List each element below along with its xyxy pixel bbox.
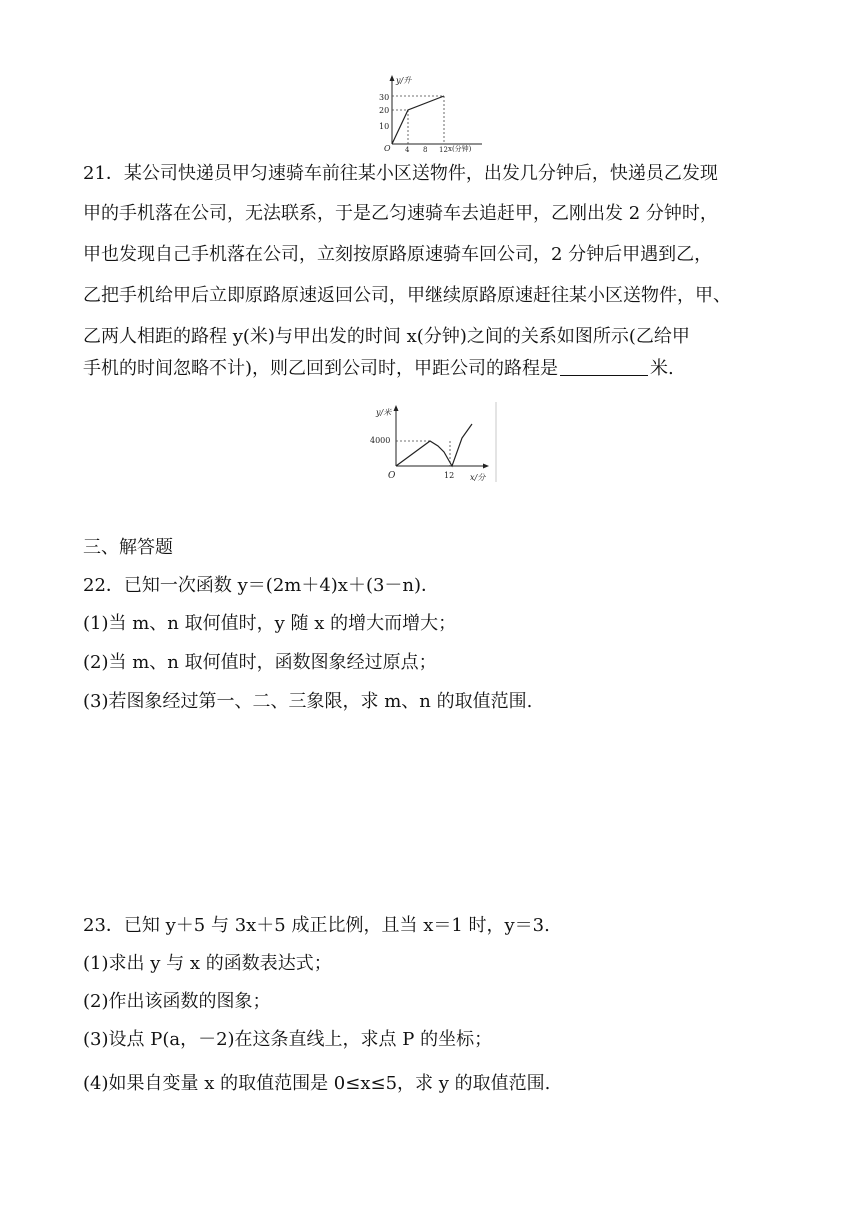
q23-part-2: (2)作出该函数的图象； (83, 991, 271, 1012)
x-tick-12: 12 (439, 146, 448, 152)
x-tick-12: 12 (444, 471, 455, 480)
q23-part-4: (4)如果自变量 x 的取值范围是 0≤x≤5，求 y 的取值范围. (83, 1073, 551, 1094)
y-axis-label: y/米 (376, 408, 392, 417)
graph-line (396, 424, 472, 466)
q21-line-6-unit: 米. (650, 358, 674, 379)
y-tick-4000: 4000 (370, 436, 391, 445)
answer-blank[interactable] (560, 357, 648, 376)
origin-label: O (384, 144, 391, 152)
x-axis-arrow (483, 464, 489, 469)
q22-part-2: (2)当 m、n 取何值时，函数图象经过原点； (83, 652, 437, 673)
q23-part-3: (3)设点 P(a，－2)在这条直线上，求点 P 的坐标； (83, 1029, 493, 1050)
y-axis-arrow (394, 405, 399, 411)
section-heading: 三、解答题 (83, 537, 173, 558)
x-tick-8: 8 (423, 146, 428, 152)
graph-line (392, 96, 444, 144)
q21-line-5: 乙两人相距的路程 y(米)与甲出发的时间 x(分钟)之间的关系如图所示(乙给甲 (83, 326, 690, 347)
x-axis-label: x/分 (470, 473, 486, 482)
q22-stem: 22．已知一次函数 y＝(2m＋4)x＋(3－n)． (83, 575, 440, 596)
q21-line-6 (83, 357, 674, 381)
y-axis-label: y/升 (396, 76, 412, 85)
q23-stem: 23．已知 y＋5 与 3x＋5 成正比例，且当 x＝1 时，y＝3. (83, 915, 550, 936)
graph-distance-time (368, 400, 498, 484)
q23-part-1: (1)求出 y 与 x 的函数表达式； (83, 953, 332, 974)
q21-line-6-text: 手机的时间忽略不计)，则乙回到公司时，甲距公司的路程是 (83, 358, 559, 379)
q21-line-2: 甲的手机落在公司，无法联系，于是乙匀速骑车去追赶甲，乙刚出发 2 分钟时， (83, 203, 718, 224)
q21-line-4: 乙把手机给甲后立即原路原速返回公司，甲继续原路原速赶往某小区送物件，甲、 (83, 285, 731, 306)
y-axis-arrow (390, 75, 395, 81)
q22-part-3: (3)若图象经过第一、二、三象限，求 m、n 的取值范围. (83, 691, 533, 712)
origin-label: O (388, 471, 396, 481)
q21-line-3: 甲也发现自己手机落在公司，立刻按原路原速骑车回公司，2 分钟后甲遇到乙， (83, 244, 713, 265)
x-axis-label: x(分钟) (448, 145, 472, 152)
y-tick-10: 10 (379, 122, 390, 131)
q22-part-1: (1)当 m、n 取何值时，y 随 x 的增大而增大； (83, 613, 457, 634)
graph-fuel-time (378, 72, 488, 152)
y-tick-20: 20 (379, 106, 390, 115)
x-tick-4: 4 (405, 146, 410, 152)
y-tick-30: 30 (379, 93, 390, 102)
q21-line-1: 21．某公司快递员甲匀速骑车前往某小区送物件，出发几分钟后，快递员乙发现 (83, 163, 718, 184)
